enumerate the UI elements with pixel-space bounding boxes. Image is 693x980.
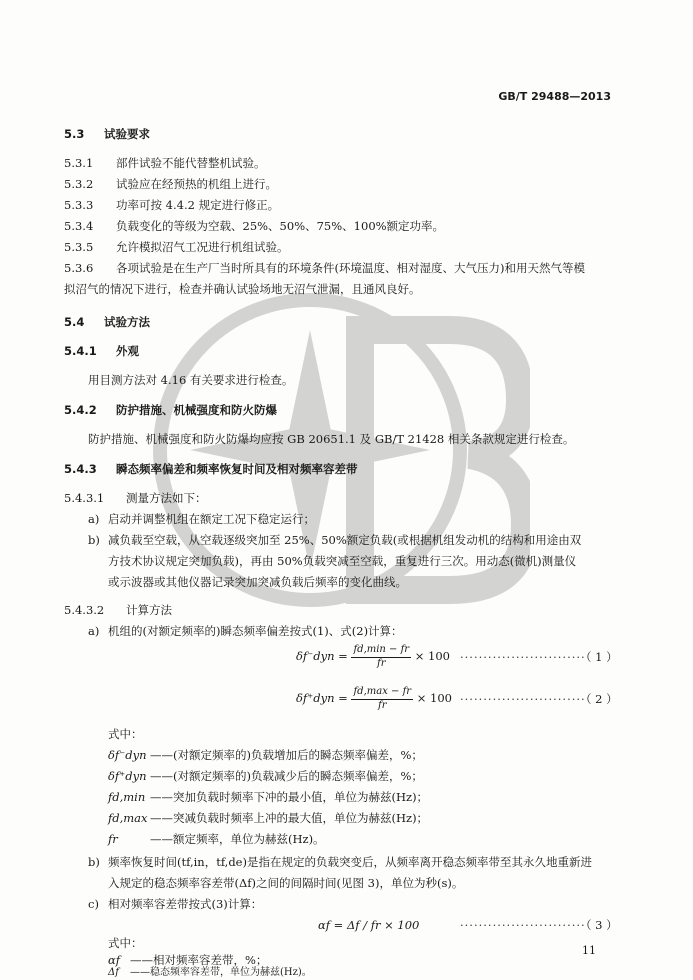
list-item-b-calc-line2: 入规定的稳态频率容差带(Δf)之间的间隔时间(见图 3)，单位为秒(s)。	[108, 876, 464, 890]
clause-5-4-2-heading	[64, 403, 277, 417]
list-item-b-line2: 方技术协议规定突加负载)，再由 50%负载突减至空载，重复进行三次。用动态(微机)测量仪	[108, 554, 577, 568]
clause-title: 防护措施、机械强度和防火防爆	[116, 403, 277, 417]
definition-row	[108, 967, 312, 980]
clause-text: 功率可按 4.4.2 规定进行修正。	[116, 198, 280, 212]
clause-text-line1: 各项试验是在生产厂当时所具有的环境条件(环境温度、相对湿度、大气压力)和用天然气等模	[116, 261, 585, 275]
list-item-b	[88, 533, 581, 547]
definition-text: ——突加负载时频率下冲的最小值，单位为赫兹(Hz)；	[150, 790, 429, 804]
eq2-fraction	[351, 686, 413, 712]
definition-text: ——相对频率容差带，%；	[130, 953, 268, 967]
list-item-a-calc	[88, 624, 403, 638]
clause-title: 测量方法如下：	[126, 491, 207, 505]
definition-symbol: δf⁻dyn	[108, 748, 147, 762]
list-label: a)	[88, 512, 100, 526]
clause-number: 5.4.1	[64, 344, 97, 358]
clause-title: 外观	[116, 344, 139, 358]
clause-number: 5.3.4	[64, 219, 94, 233]
definition-row	[108, 748, 423, 762]
definition-text: ——额定频率，单位为赫兹(Hz)。	[150, 832, 325, 846]
standard-code: GB/T 29488—2013	[498, 90, 611, 103]
eq2-tail: × 100	[416, 691, 452, 705]
definition-row	[108, 811, 428, 825]
list-text: 相对频率容差带按式(3)计算：	[108, 897, 263, 911]
clause-5-3-1	[64, 156, 266, 170]
clause-number: 5.4.3.2	[64, 603, 105, 617]
where-label-1: 式中：	[108, 727, 143, 741]
definition-symbol: fd,max	[108, 811, 148, 825]
definition-text: ——突减负载时频率上冲的最大值，单位为赫兹(Hz)；	[150, 811, 429, 825]
clause-5-3-3	[64, 198, 279, 212]
list-label: b)	[88, 855, 100, 869]
clause-title: 瞬态频率偏差和频率恢复时间及相对频率容差带	[116, 462, 358, 476]
eq1-leader: ···························	[460, 650, 586, 664]
section-5-4-heading	[64, 315, 150, 329]
clause-number: 5.3.6	[64, 261, 94, 275]
list-text-line1: 减负载至空载，从空载逐级突加至 25%、50%额定负载(或根据机组发动机的结构和用途由双	[108, 533, 582, 547]
eq3-leader: ···························	[460, 918, 586, 932]
section-number: 5.4	[64, 315, 85, 329]
clause-number: 5.4.3.1	[64, 491, 105, 505]
list-item-a	[88, 512, 315, 526]
clause-5-4-1-heading	[64, 344, 139, 358]
eq3-ref: （ 3 ）	[580, 918, 618, 932]
equation-3: αf = Δf / fr × 100	[318, 918, 420, 932]
definition-symbol: fr	[108, 832, 118, 846]
section-title: 试验要求	[104, 127, 150, 141]
list-text-line1: 频率恢复时间(tf,in，tf,de)是指在规定的负载突变后，从频率离开稳态频率带至其永久地重新进	[108, 855, 592, 869]
list-item-b-line3: 或示波器或其他仪器记录突加突减负载后频率的变化曲线。	[108, 575, 407, 589]
equation-2	[296, 686, 452, 712]
eq1-denominator: fr	[377, 657, 386, 669]
list-item-b-calc	[88, 855, 592, 869]
clause-5-4-3-2	[64, 603, 172, 617]
section-title: 试验方法	[104, 315, 150, 329]
eq1-numerator: fd,min − fr	[351, 644, 411, 658]
eq2-denominator: fr	[378, 699, 387, 711]
eq2-numerator: fd,max − fr	[351, 686, 413, 700]
eq1-ref: （ 1 ）	[580, 650, 618, 664]
clause-5-4-3-heading	[64, 462, 358, 476]
definition-symbol: fd,min	[108, 790, 146, 804]
definition-row	[108, 769, 423, 783]
page-number: 11	[582, 944, 596, 957]
clause-5-3-2	[64, 177, 277, 191]
list-item-c-calc	[88, 897, 262, 911]
clause-5-3-6-line2: 拟沼气的情况下进行，检查并确认试验场地无沼气泄漏，且通风良好。	[64, 282, 421, 296]
clause-5-3-5	[64, 240, 289, 254]
clause-text: 负载变化的等级为空载、25%、50%、75%、100%额定功率。	[116, 219, 445, 233]
where-label-2: 式中：	[108, 936, 143, 950]
clause-5-4-2-text: 防护措施、机械强度和防火防爆均应按 GB 20651.1 及 GB/T 21428 相关条款规定进行检查。	[88, 432, 575, 446]
eq2-leader: ···························	[460, 692, 586, 706]
definition-row	[108, 790, 428, 804]
clause-number: 5.4.2	[64, 403, 97, 417]
eq2-lhs: δf⁺dyn =	[296, 691, 348, 705]
list-text: 机组的(对额定频率的)瞬态频率偏差按式(1)、式(2)计算：	[108, 624, 403, 638]
clause-title: 计算方法	[126, 603, 172, 617]
clause-text: 部件试验不能代替整机试验。	[116, 156, 266, 170]
eq1-lhs: δf⁻dyn =	[296, 649, 348, 663]
definition-symbol: δf⁺dyn	[108, 769, 147, 783]
list-label: c)	[88, 897, 99, 911]
clause-5-3-6	[64, 261, 585, 275]
list-label: a)	[88, 624, 100, 638]
clause-number: 5.3.1	[64, 156, 94, 170]
eq2-ref: （ 2 ）	[580, 692, 618, 706]
clause-5-4-3-1	[64, 491, 207, 505]
clause-text: 试验应在经预热的机组上进行。	[116, 177, 277, 191]
clause-number: 5.4.3	[64, 462, 97, 476]
definition-row	[108, 953, 267, 967]
section-5-3-heading	[64, 127, 150, 141]
clause-5-3-4	[64, 219, 444, 233]
clause-number: 5.3.5	[64, 240, 94, 254]
definition-text: ——(对额定频率的)负载减少后的瞬态频率偏差，%；	[150, 769, 423, 783]
clause-5-4-1-text: 用目测方法对 4.16 有关要求进行检查。	[88, 373, 294, 387]
clause-number: 5.3.3	[64, 198, 94, 212]
definition-row	[108, 832, 325, 846]
clause-number: 5.3.2	[64, 177, 94, 191]
eq1-tail: × 100	[414, 649, 450, 663]
definition-text: ——(对额定频率的)负载增加后的瞬态频率偏差，%；	[150, 748, 423, 762]
clause-text: 允许模拟沼气工况进行机组试验。	[116, 240, 289, 254]
list-label: b)	[88, 533, 100, 547]
equation-1	[296, 644, 450, 670]
definition-text: ——稳态频率容差带，单位为赫兹(Hz)。	[130, 967, 312, 978]
section-number: 5.3	[64, 127, 85, 141]
eq1-fraction	[351, 644, 411, 670]
definition-symbol: αf	[108, 953, 121, 967]
list-text: 启动并调整机组在额定工况下稳定运行；	[108, 512, 315, 526]
definition-symbol: Δf	[108, 967, 119, 978]
